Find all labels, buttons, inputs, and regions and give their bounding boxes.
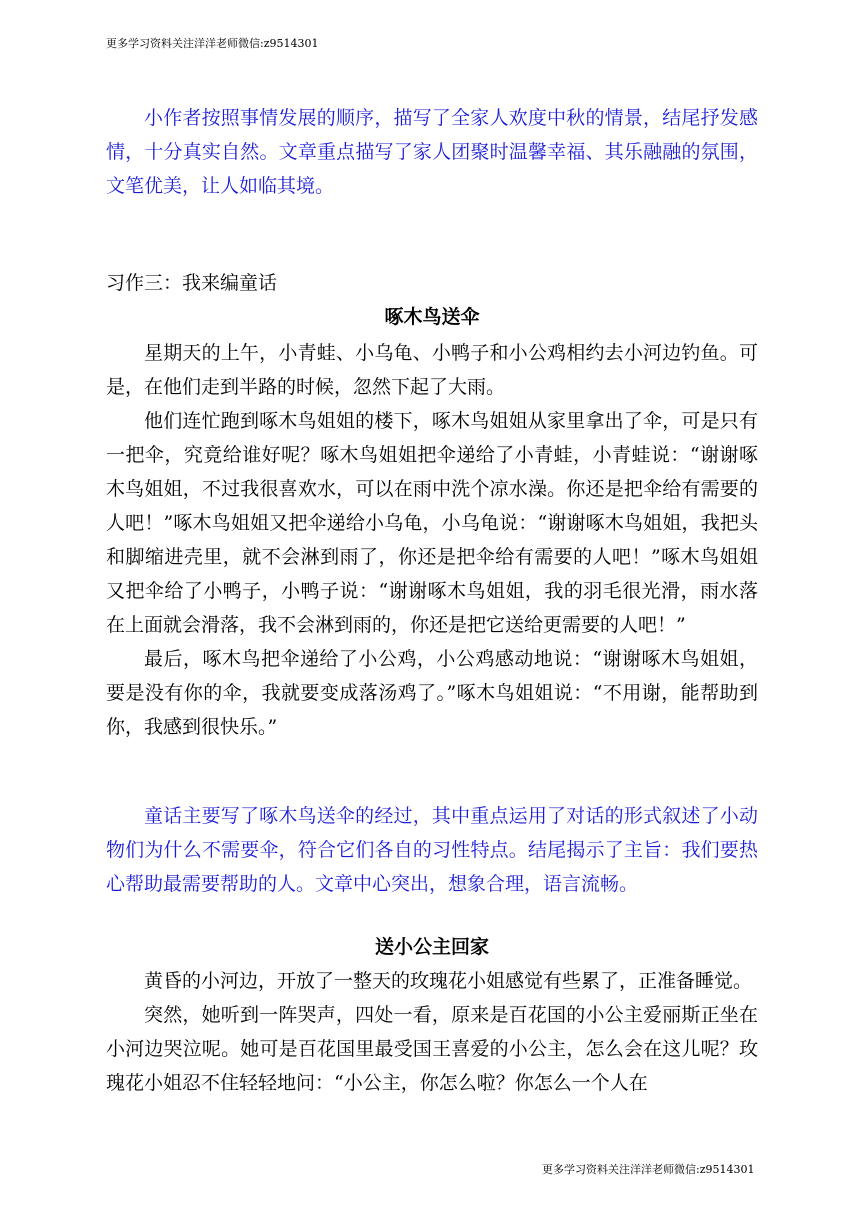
header-note: 更多学习资料关注洋洋老师微信:z9514301	[106, 37, 319, 50]
comment-paragraph-two	[106, 799, 758, 901]
story-paragraph: 星期天的上午，小青蛙、小乌龟、小鸭子和小公鸡相约去小河边钓鱼。可是，在他们走到半路的时候，忽然下起了大雨。	[106, 342, 758, 398]
comment-paragraph-one	[106, 101, 758, 203]
story-paragraph: 突然，她听到一阵哭声，四处一看，原来是百花国的小公主爱丽斯正坐在小河边哭泣呢。她可是百花国里最受国王喜爱的小公主，怎么会在这儿呢？玫瑰花小姐忍不住轻轻地问：“小公主，你怎么啦？你怎么一个人在	[106, 1004, 758, 1094]
story-paragraph: 他们连忙跑到啄木鸟姐姐的楼下，啄木鸟姐姐从家里拿出了伞，可是只有一把伞，究竟给谁好呢？啄木鸟姐姐把伞递给了小青蛙，小青蛙说：“谢谢啄木鸟姐姐，不过我很喜欢水，可以在雨中洗个凉水澡。你还是把伞给有需要的人吧！”啄木鸟姐姐又把伞递给小乌龟，小乌龟说：“谢谢啄木鸟姐姐，我把头和脚缩进壳里，就不会淋到雨了，你还是把伞给有需要的人吧！”啄木鸟姐姐又把伞给了小鸭子，小鸭子说：“谢谢啄木鸟姐姐，我的羽毛很光滑，雨水落在上面就会滑落，我不会淋到雨的，你还是把它送给更需要的人吧！”	[106, 410, 758, 636]
comment-text: 童话主要写了啄木鸟送伞的经过，其中重点运用了对话的形式叙述了小动物们为什么不需要伞，符合它们各自的习性特点。结尾揭示了主旨：我们要热心帮助最需要帮助的人。文章中心突出，想象合理，语言流畅。	[106, 805, 758, 895]
story-body-princess	[106, 964, 758, 1100]
story-title-woodpecker: 啄木鸟送伞	[384, 306, 480, 328]
story-title-princess: 送小公主回家	[374, 936, 489, 958]
comment-text: 小作者按照事情发展的顺序，描写了全家人欢度中秋的情景，结尾抒发感情，十分真实自然。文章重点描写了家人团聚时温馨幸福、其乐融融的氛围，文笔优美，让人如临其境。	[106, 107, 758, 197]
footer-note: 更多学习资料关注洋洋老师微信:z9514301	[542, 1163, 755, 1176]
section-label: 习作三：我来编童话	[106, 272, 278, 294]
story-body-woodpecker	[106, 336, 758, 744]
story-paragraph: 黄昏的小河边，开放了一整天的玫瑰花小姐感觉有些累了，正准备睡觉。	[144, 970, 753, 992]
story-paragraph: 最后，啄木鸟把伞递给了小公鸡，小公鸡感动地说：“谢谢啄木鸟姐姐，要是没有你的伞，我就要变成落汤鸡了。”啄木鸟姐姐说：“不用谢，能帮助到你，我感到很快乐。”	[106, 648, 758, 738]
